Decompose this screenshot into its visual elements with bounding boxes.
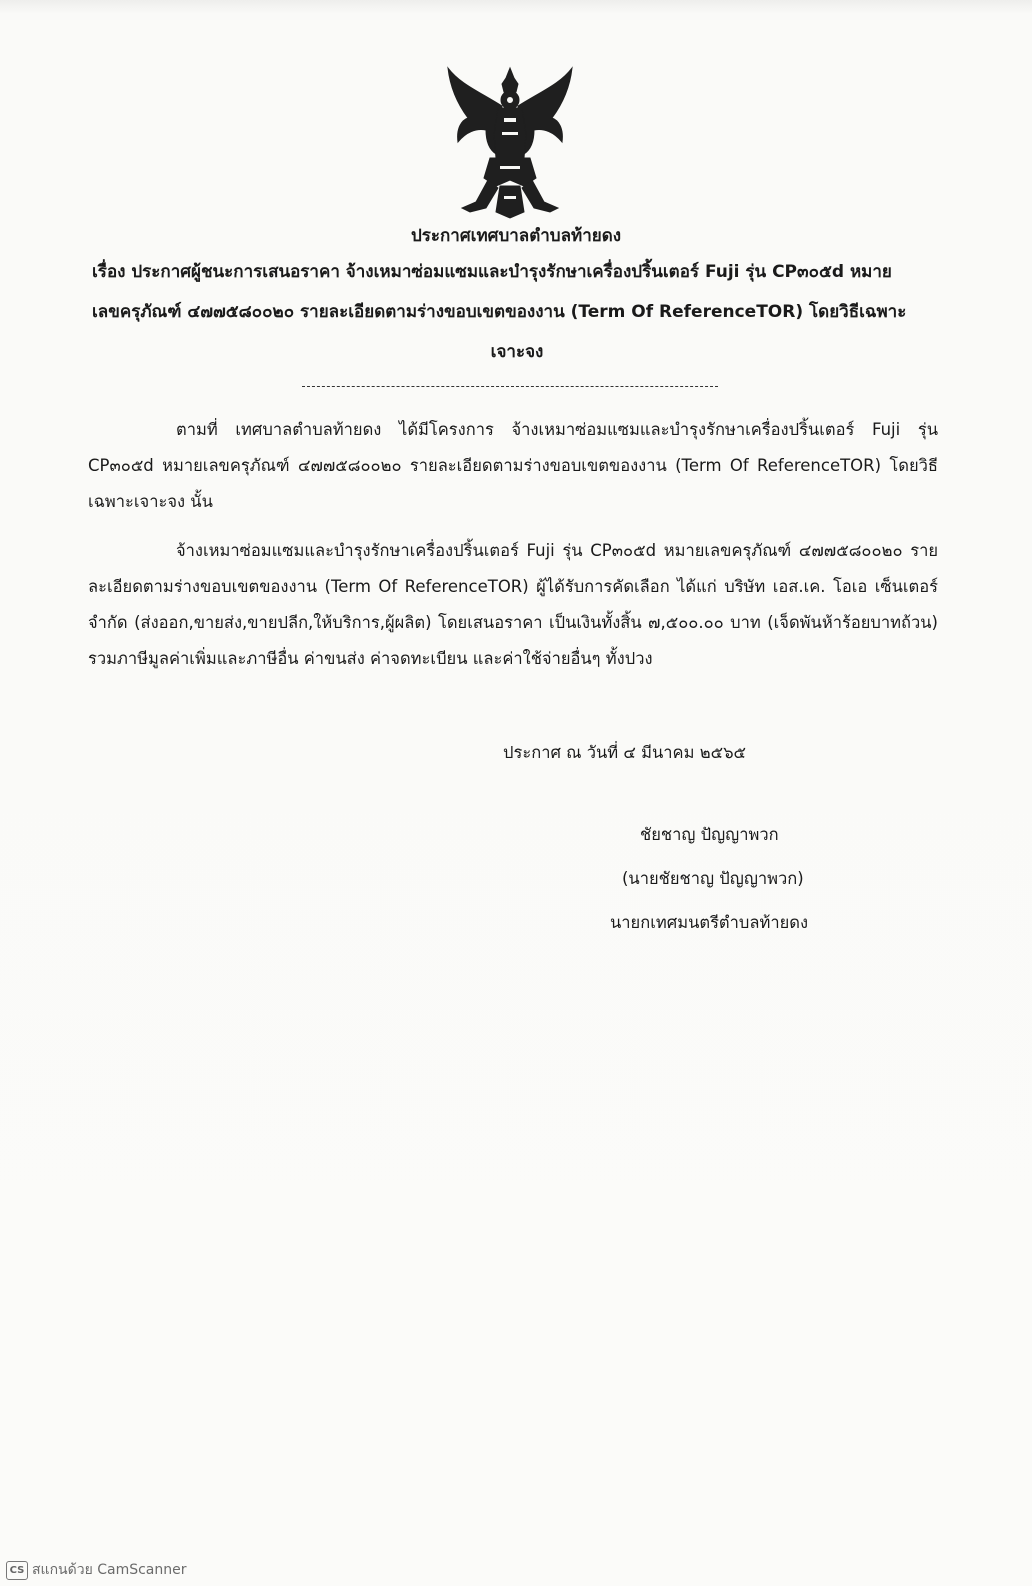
signatory-position: นายกเทศมนตรีตำบลท้ายดง	[610, 913, 809, 932]
announcement-date: ประกาศ ณ วันที่ ๔ มีนาคม ๒๕๖๕	[503, 743, 747, 762]
section-divider	[302, 386, 718, 387]
camscanner-logo-icon: CS	[6, 1561, 28, 1580]
body-paragraph-1: ตามที่ เทศบาลตำบลท้ายดง ได้มีโครงการ จ้างเหมาซ่อมแซมและบำรุงรักษาเครื่องปริ้นเตอร์ Fuji รุ่น CP๓๐๕d หมายเลขครุภัณฑ์ ๔๗๗๕๘๐๐๒๐ รายละเอียดตามร่างขอบเขตของงาน (Term Of ReferenceTOR) โดยวิธีเฉพาะเจาะจง นั้น	[88, 420, 938, 511]
signature-name: ชัยชาญ ปัญญาพวก	[640, 825, 779, 844]
signatory-printed-name: (นายชัยชาญ ปัญญาพวก)	[622, 869, 804, 888]
camscanner-text: สแกนด้วย CamScanner	[32, 1562, 187, 1578]
subject-line-1: เรื่อง ประกาศผู้ชนะการเสนอราคา จ้างเหมาซ่อมแซมและบำรุงรักษาเครื่องปริ้นเตอร์ Fuji รุ่น CP๓๐๕d หมาย	[92, 262, 892, 282]
subject-line-3: เจาะจง	[490, 342, 544, 362]
camscanner-watermark	[6, 1559, 187, 1581]
garuda-emblem-icon	[440, 62, 580, 222]
subject-line-2: เลขครุภัณฑ์ ๔๗๗๕๘๐๐๒๐ รายละเอียดตามร่างขอบเขตของงาน (Term Of ReferenceTOR) โดยวิธีเฉพาะ	[92, 302, 907, 322]
body-paragraph-2: จ้างเหมาซ่อมแซมและบำรุงรักษาเครื่องปริ้นเตอร์ Fuji รุ่น CP๓๐๕d หมายเลขครุภัณฑ์ ๔๗๗๕๘๐๐๒๐ รายละเอียดตามร่างขอบเขตของงาน (Term Of ReferenceTOR) ผู้ได้รับการคัดเลือก ได้แก่ บริษัท เอส.เค. โอเอ เซ็นเตอร์ จำกัด (ส่งออก,ขายส่ง,ขายปลีก,ให้บริการ,ผู้ผลิต) โดยเสนอราคา เป็นเงินทั้งสิ้น ๗,๕๐๐.๐๐ บาท (เจ็ดพันห้าร้อยบาทถ้วน) รวมภาษีมูลค่าเพิ่มและภาษีอื่น ค่าขนส่ง ค่าจดทะเบียน และค่าใช้จ่ายอื่นๆ ทั้งปวง	[88, 541, 938, 668]
announcement-title: ประกาศเทศบาลตำบลท้ายดง	[410, 226, 622, 246]
